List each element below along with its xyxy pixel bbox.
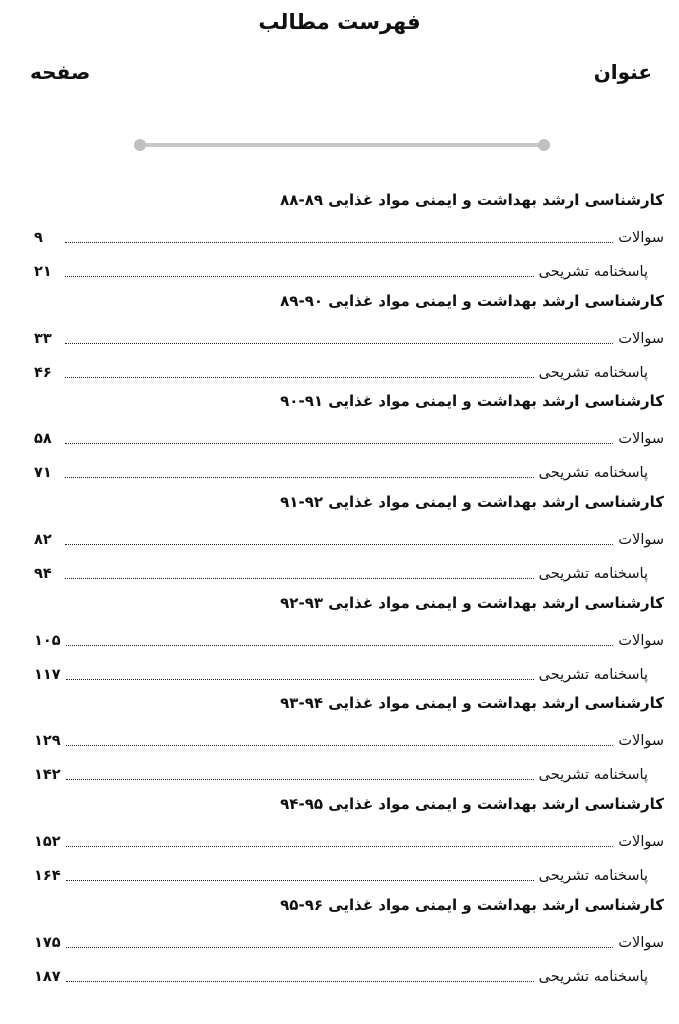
column-heading-page: صفحه (30, 60, 91, 84)
toc-entry[interactable] (34, 921, 664, 955)
toc-entry-label: پاسخنامه تشریحی (538, 868, 648, 885)
toc-entry-label: پاسخنامه تشریحی (538, 465, 648, 482)
dot-leader (65, 276, 534, 277)
toc-entry[interactable] (34, 955, 664, 989)
toc-page-number: ۹۴ (34, 566, 52, 583)
toc-entry[interactable] (34, 719, 664, 753)
toc-entry-label: پاسخنامه تشریحی (538, 666, 648, 683)
toc-entry-label: سوالات (618, 632, 664, 649)
toc-entry-label: سوالات (618, 532, 664, 549)
toc-entry[interactable] (34, 250, 664, 284)
toc-entry-label: سوالات (618, 934, 664, 951)
toc-entry[interactable] (34, 753, 664, 787)
toc-entry[interactable] (34, 351, 664, 385)
toc-section-title[interactable]: کارشناسی ارشد بهداشت و ایمنی مواد غذایی ۸۹-۸۸ (280, 191, 664, 209)
dot-leader (65, 377, 534, 378)
column-heading-title: عنوان (593, 60, 652, 84)
dot-leader (66, 679, 534, 680)
table-of-contents (34, 184, 664, 990)
toc-section-title[interactable]: کارشناسی ارشد بهداشت و ایمنی مواد غذایی ۹۴-۹۳ (280, 694, 664, 713)
toc-page-number: ۱۱۷ (34, 666, 61, 683)
dot-leader (66, 745, 614, 746)
toc-section-title[interactable]: کارشناسی ارشد بهداشت و ایمنی مواد غذایی ۹۱-۹۰ (280, 392, 664, 411)
toc-entry-label: سوالات (618, 431, 664, 448)
toc-entry-label: سوالات (618, 834, 664, 851)
toc-section (34, 285, 664, 386)
toc-section (34, 788, 664, 889)
dot-leader (65, 544, 613, 545)
toc-entry-label: سوالات (618, 330, 664, 347)
toc-entry[interactable] (34, 619, 664, 653)
toc-entry[interactable] (34, 854, 664, 888)
toc-section (34, 687, 664, 788)
toc-entry-label: سوالات (618, 230, 664, 246)
toc-section (34, 184, 664, 285)
dot-leader (66, 779, 534, 780)
toc-page-number: ۱۷۵ (34, 934, 61, 951)
toc-section-title[interactable]: کارشناسی ارشد بهداشت و ایمنی مواد غذایی ۹۶-۹۵ (280, 895, 664, 914)
toc-page-number: ۷۱ (34, 465, 52, 482)
toc-entry[interactable] (34, 317, 664, 351)
toc-section (34, 889, 664, 990)
toc-entry[interactable] (34, 653, 664, 687)
toc-page-number: ۱۵۲ (34, 834, 61, 851)
toc-page-number: ۴۶ (34, 364, 52, 381)
toc-entry-label: سوالات (618, 733, 664, 750)
toc-section-title[interactable]: کارشناسی ارشد بهداشت و ایمنی مواد غذایی ۹۳-۹۲ (280, 593, 664, 612)
toc-page-number: ۱۴۲ (34, 767, 61, 784)
dot-leader (66, 947, 614, 948)
dot-leader (66, 645, 614, 646)
decorative-divider (140, 143, 544, 147)
dot-leader (65, 242, 613, 243)
toc-entry-label: پاسخنامه تشریحی (538, 968, 648, 985)
dot-leader (65, 477, 534, 478)
toc-page-number: ۱۶۴ (34, 868, 61, 885)
divider-dot-right (538, 139, 550, 151)
toc-page-number: ۱۸۷ (34, 968, 61, 985)
toc-page-number: ۵۸ (34, 431, 52, 448)
toc-entry[interactable] (34, 518, 664, 552)
dot-leader (65, 578, 534, 579)
dot-leader (66, 981, 534, 982)
toc-entry[interactable] (34, 451, 664, 485)
toc-page-number: ۲۱ (34, 264, 52, 280)
dot-leader (65, 343, 613, 344)
toc-entry-label: پاسخنامه تشریحی (538, 264, 648, 280)
toc-entry[interactable] (34, 417, 664, 451)
toc-entry-label: پاسخنامه تشریحی (538, 364, 648, 381)
toc-section-title[interactable]: کارشناسی ارشد بهداشت و ایمنی مواد غذایی ۹۲-۹۱ (280, 493, 664, 512)
toc-entry-label: پاسخنامه تشریحی (538, 767, 648, 784)
toc-entry[interactable] (34, 552, 664, 586)
toc-section (34, 486, 664, 587)
page-title: فهرست مطالب (258, 10, 421, 34)
toc-page-number: ۱۲۹ (34, 733, 61, 750)
toc-entry-label: پاسخنامه تشریحی (538, 566, 648, 583)
toc-section-title[interactable]: کارشناسی ارشد بهداشت و ایمنی مواد غذایی ۹۵-۹۴ (280, 795, 664, 814)
dot-leader (65, 443, 613, 444)
toc-page-number: ۸۲ (34, 532, 52, 549)
toc-entry[interactable] (34, 216, 664, 250)
toc-section (34, 385, 664, 486)
dot-leader (66, 880, 534, 881)
toc-page-number: ۹ (34, 230, 43, 246)
toc-section (34, 587, 664, 688)
dot-leader (66, 846, 614, 847)
toc-entry[interactable] (34, 820, 664, 854)
toc-section-title[interactable]: کارشناسی ارشد بهداشت و ایمنی مواد غذایی ۹۰-۸۹ (280, 291, 664, 310)
toc-page-number: ۳۳ (34, 330, 52, 347)
toc-page-number: ۱۰۵ (34, 632, 61, 649)
divider-dot-left (134, 139, 146, 151)
